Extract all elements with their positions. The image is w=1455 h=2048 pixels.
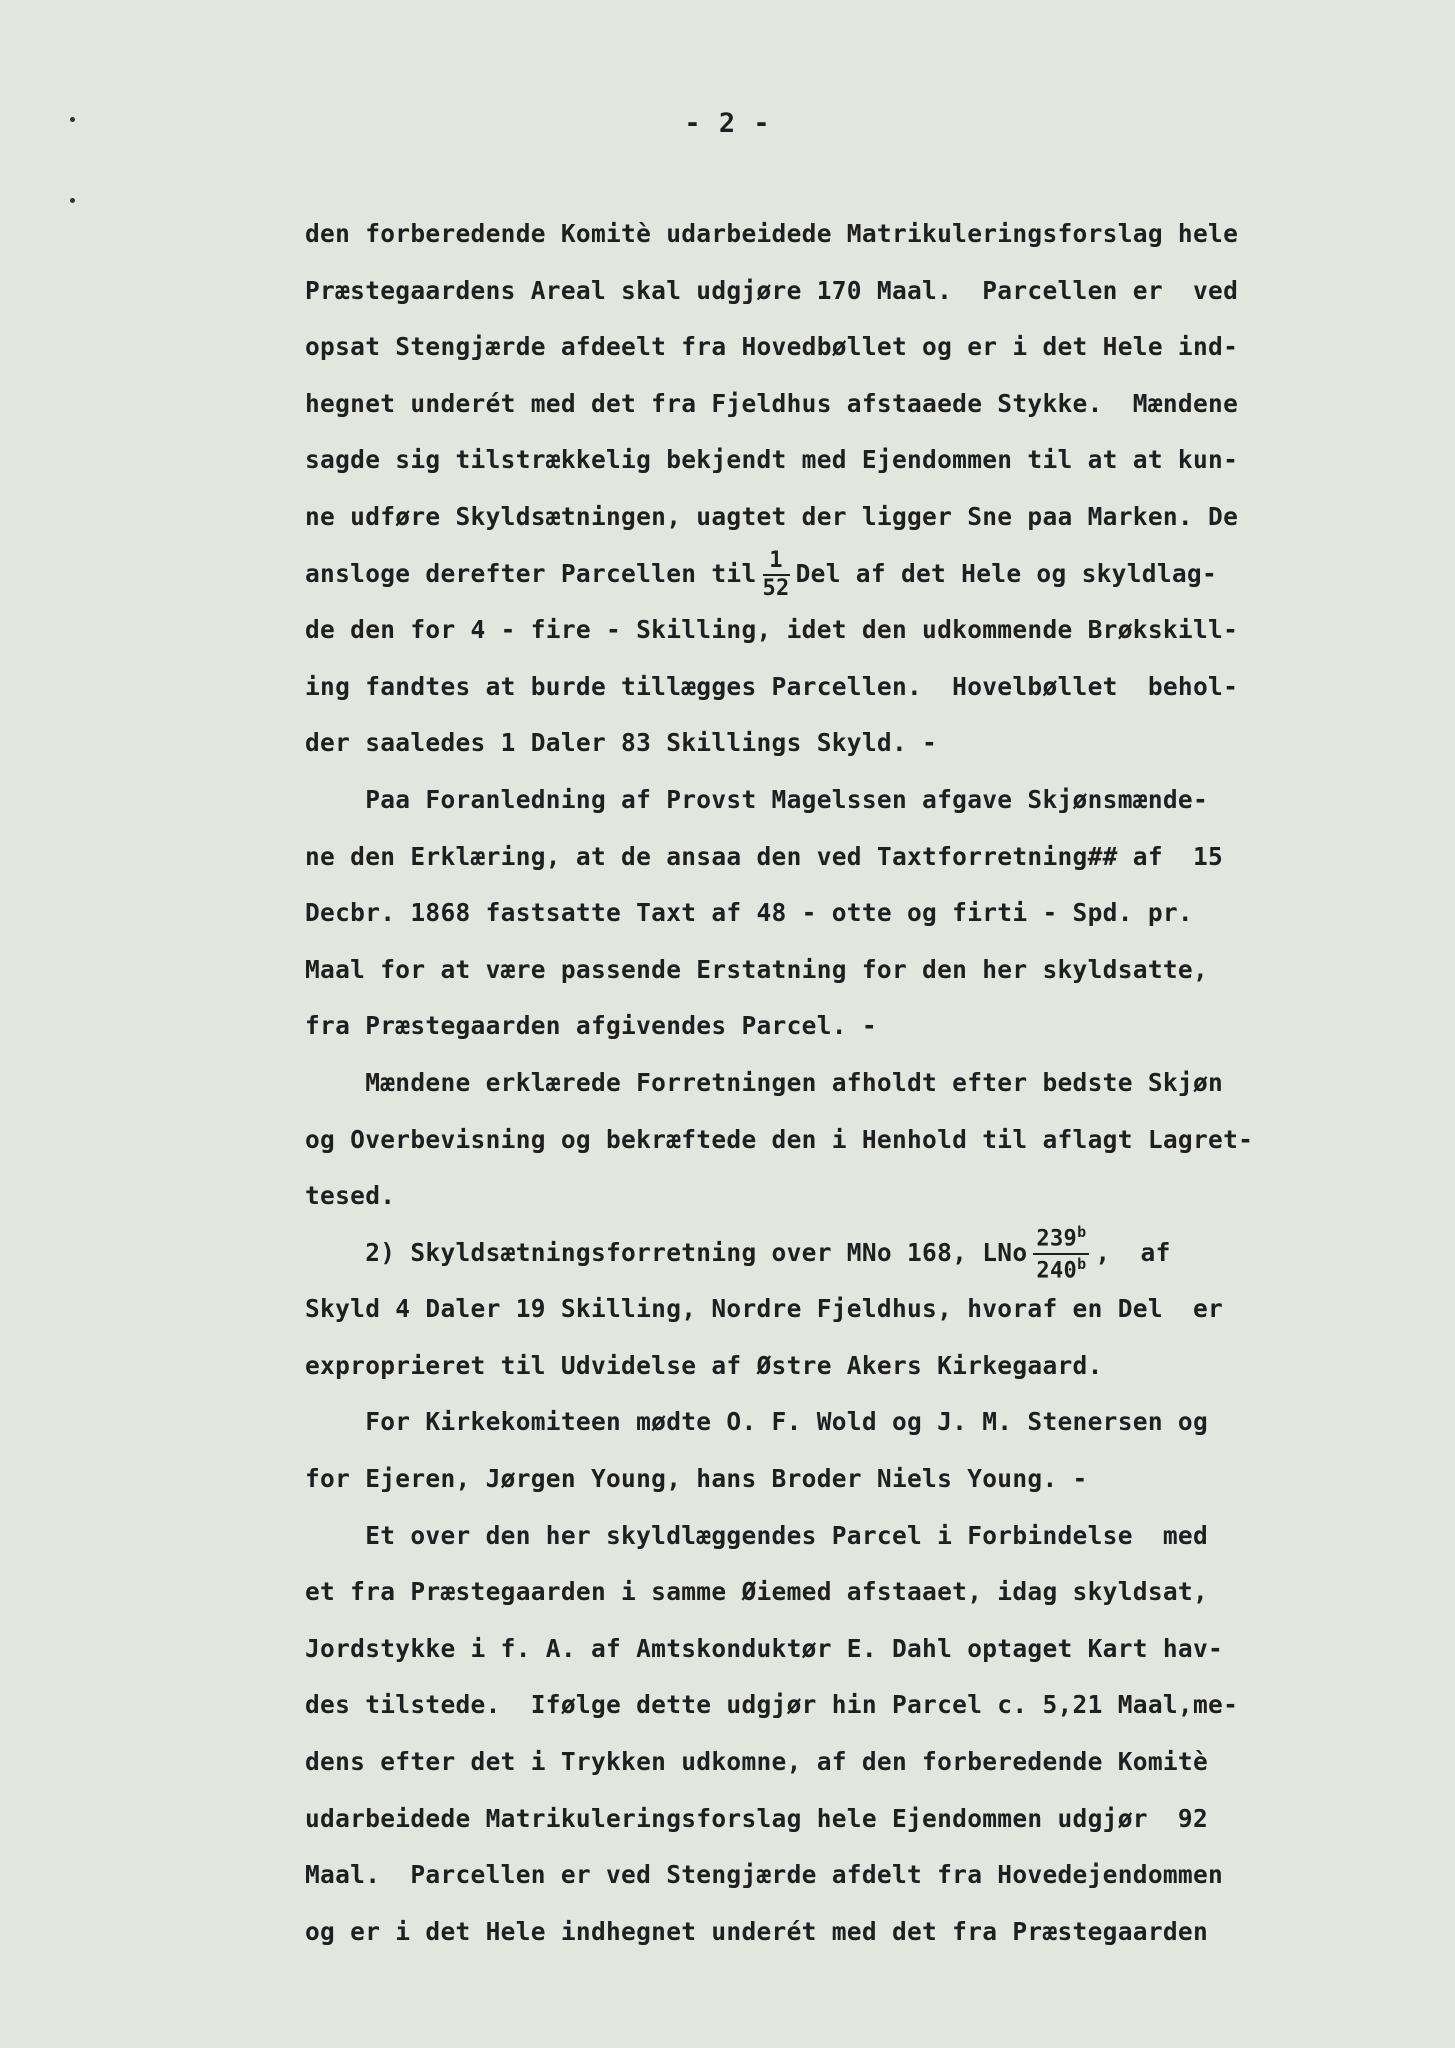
page-number: - 2 - <box>684 108 771 139</box>
fraction <box>762 547 790 601</box>
text-segment: 2) Skyldsætningsforretning over MNo 168, LNo <box>305 1237 1028 1267</box>
text-line <box>305 546 1395 603</box>
margin-mark <box>70 198 75 203</box>
body-text <box>305 206 1395 1960</box>
text-line: hegnet underét med det fra Fjeldhus afstaaede Stykke. Mændene <box>305 388 1239 418</box>
text-line: der saaledes 1 Daler 83 Skillings Skyld. - <box>305 728 938 758</box>
text-line: den forberedende Komitè udarbeidede Matrikuleringsforslag hele <box>305 219 1239 248</box>
text-line: for Ejeren, Jørgen Young, hans Broder Niels Young. - <box>305 1464 1088 1494</box>
text-line: sagde sig tilstrækkelig bekjendt med Ejendommen til at at kun- <box>305 445 1239 475</box>
text-line: des tilstede. Ifølge dette udgjør hin Parcel c. 5,21 Maal,me- <box>305 1690 1239 1720</box>
fraction-numerator: 1 <box>763 550 790 576</box>
text-line: Maal for at være passende Erstatning for den her skyldsatte, <box>305 954 1209 984</box>
text-line: og Overbevisning og bekræftede den i Henhold til aflagt Lagret- <box>305 1124 1254 1154</box>
text-segment: , af <box>1095 1237 1171 1267</box>
text-line: ne den Erklæring, at de ansaa den ved Taxtforretning## af 15 <box>305 841 1224 871</box>
text-segment: ansloge derefter Parcellen til <box>305 558 757 588</box>
text-line: Paa Foranledning af Provst Magelssen afgave Skjønsmænde- <box>305 784 1209 814</box>
text-line: exproprieret til Udvidelse af Østre Akers Kirkegaard. <box>305 1350 1103 1380</box>
text-line: opsat Stengjærde afdeelt fra Hovedbøllet og er i det Hele ind- <box>305 332 1239 362</box>
text-line: udarbeidede Matrikuleringsforslag hele Ejendommen udgjør 92 <box>305 1803 1209 1833</box>
fraction-denominator: 52 <box>762 575 790 601</box>
text-line: Et over den her skyldlæggendes Parcel i Forbindelse med <box>305 1520 1209 1550</box>
text-line: Decbr. 1868 fastsatte Taxt af 48 - otte og firti - Spd. pr. <box>305 898 1193 928</box>
text-line: et fra Præstegaarden i samme Øiemed afstaaet, idag skyldsat, <box>305 1577 1209 1607</box>
text-line: og er i det Hele indhegnet underét med det fra Præstegaarden <box>305 1916 1209 1946</box>
text-line <box>305 1225 1395 1282</box>
text-line: For Kirkekomiteen mødte O. F. Wold og J. M. Stenersen og <box>305 1407 1209 1437</box>
fraction <box>1033 1225 1089 1282</box>
text-line: ne udføre Skyldsætningen, uagtet der ligger Sne paa Marken. De <box>305 501 1239 531</box>
text-line: tesed. <box>305 1181 396 1211</box>
text-line: Maal. Parcellen er ved Stengjærde afdelt fra Hovedejendommen <box>305 1860 1224 1890</box>
text-line: ing fandtes at burde tillægges Parcellen. Hovelbøllet behol- <box>305 671 1239 701</box>
fraction-numerator: 239$^b$ <box>1033 1225 1089 1254</box>
text-line: Skyld 4 Daler 19 Skilling, Nordre Fjeldhus, hvoraf en Del er <box>305 1294 1224 1324</box>
text-line: dens efter det i Trykken udkomne, af den forberedende Komitè <box>305 1747 1209 1777</box>
text-line: Præstegaardens Areal skal udgjøre 170 Maal. Parcellen er ved <box>305 275 1239 305</box>
fraction-denominator: 240$^b$ <box>1036 1254 1087 1284</box>
text-segment: Del af det Hele og skyldlag- <box>795 558 1218 588</box>
text-line: Mændene erklærede Forretningen afholdt efter bedste Skjøn <box>305 1067 1224 1097</box>
text-line: fra Præstegaarden afgivendes Parcel. - <box>305 1011 877 1041</box>
text-line: Jordstykke i f. A. af Amtskonduktør E. Dahl optaget Kart hav- <box>305 1633 1224 1663</box>
text-line: de den for 4 - fire - Skilling, idet den udkommende Brøkskill- <box>305 615 1239 645</box>
